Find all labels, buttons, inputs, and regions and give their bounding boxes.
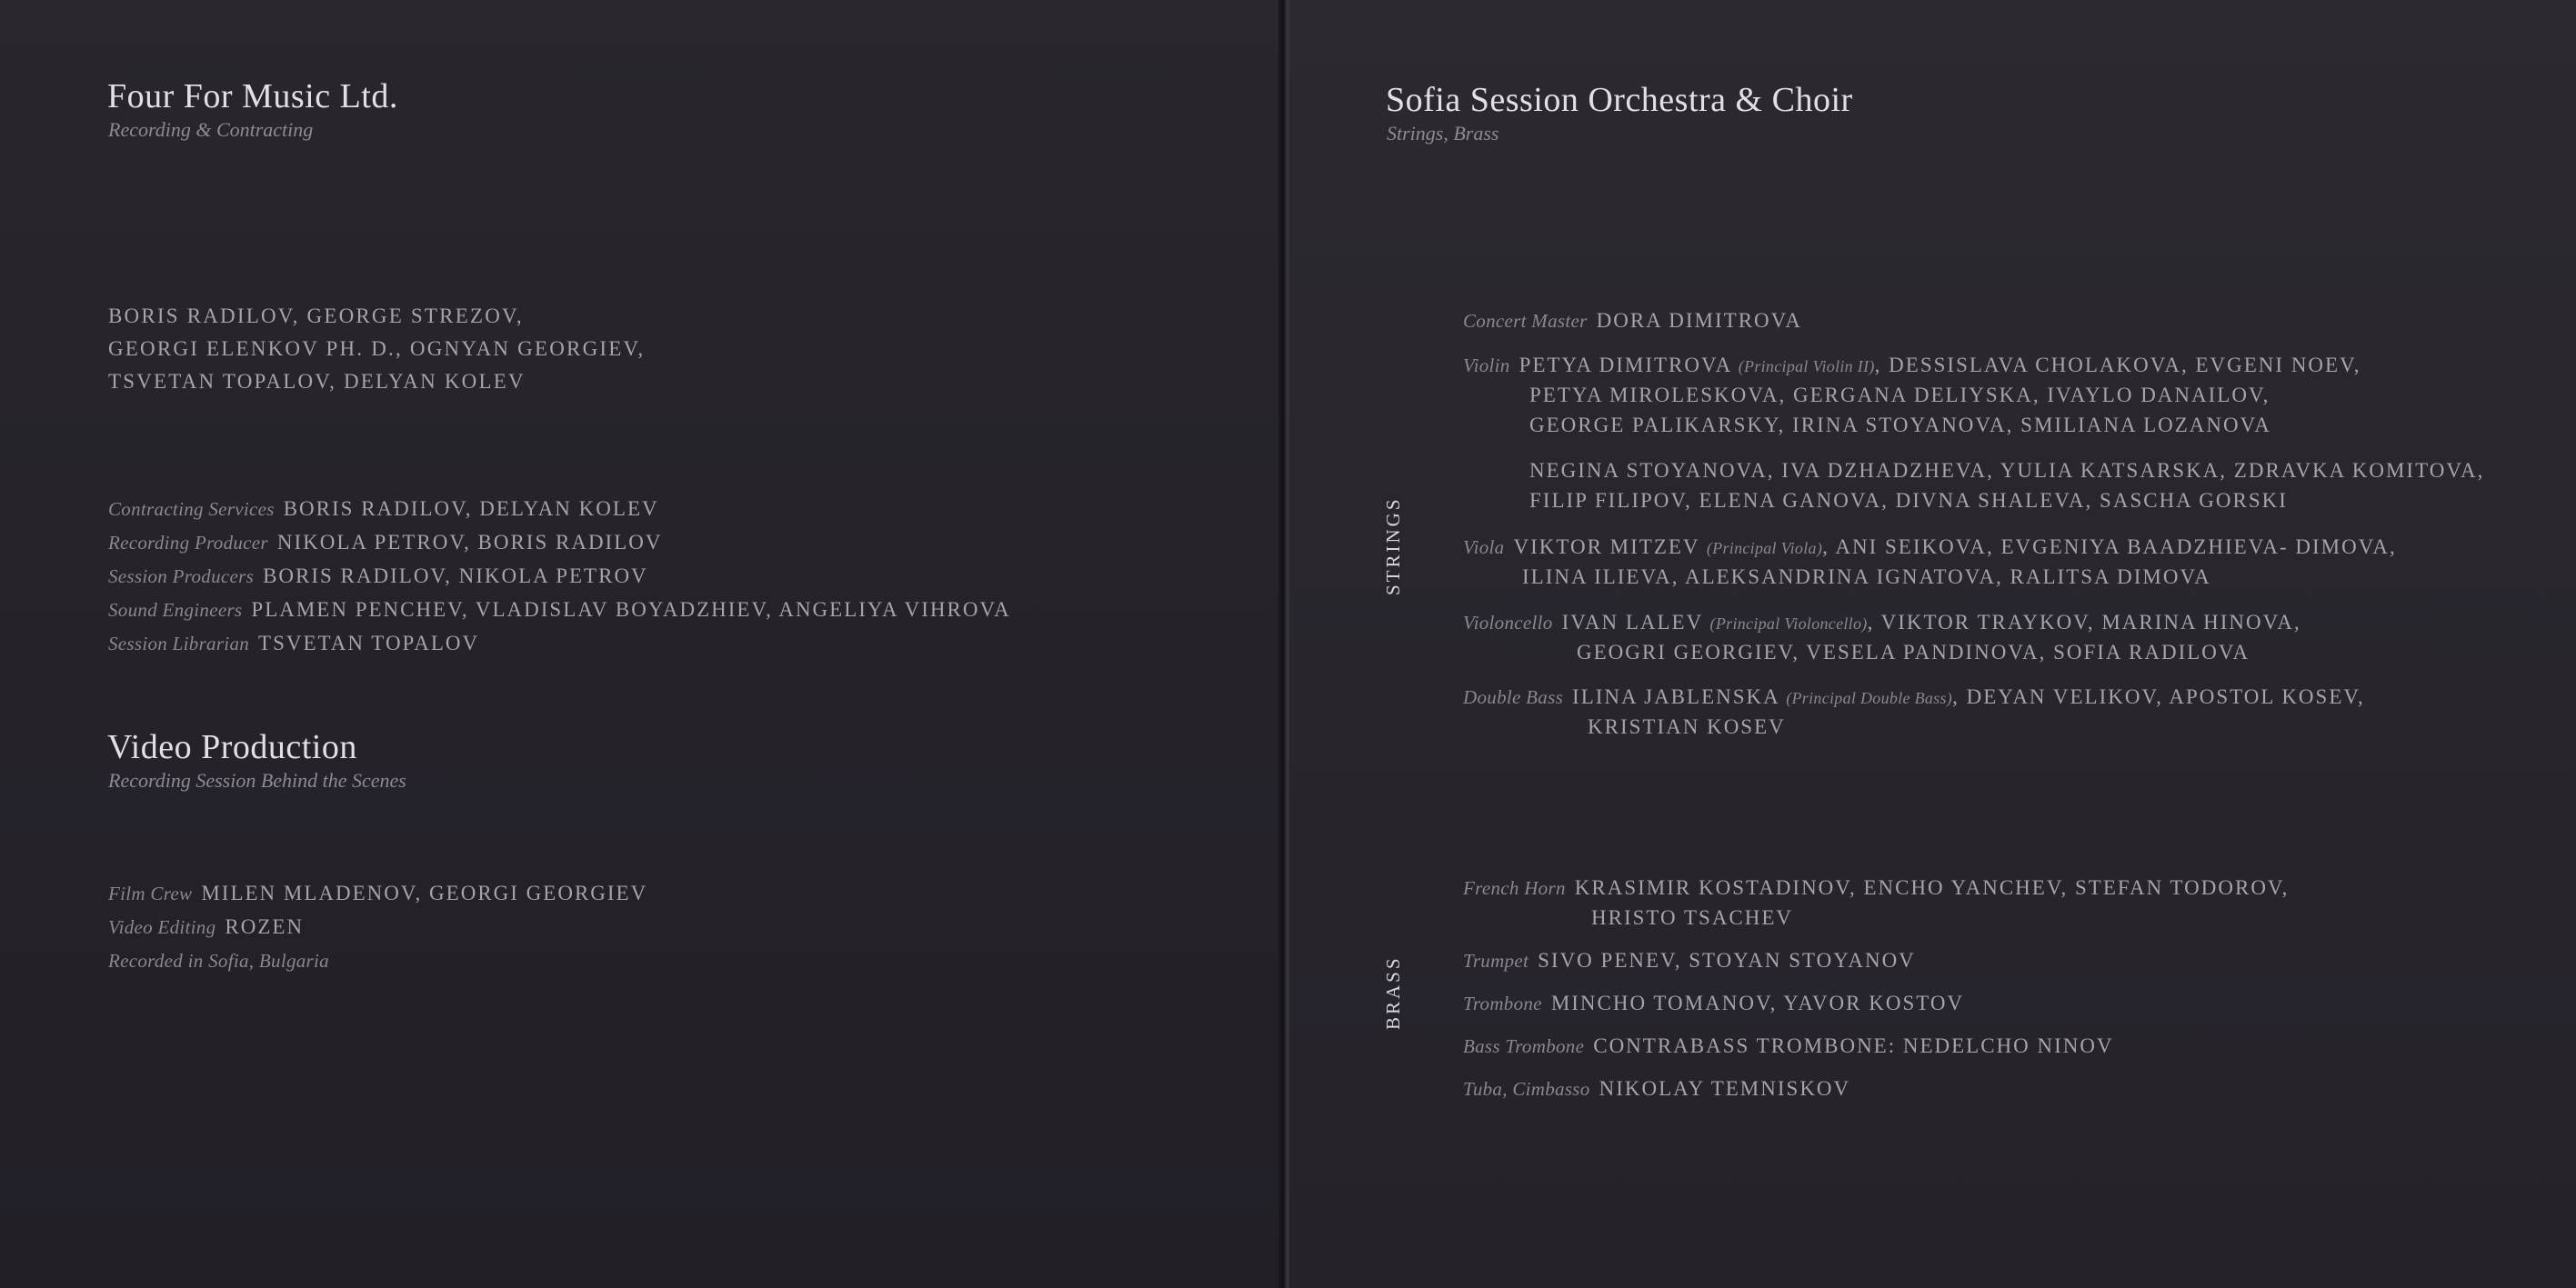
brass-tuba-cimbasso <box>1463 1077 1850 1101</box>
credit-names: BORIS RADILOV, NIKOLA PETROV <box>263 564 648 587</box>
credit-role: French Horn <box>1463 877 1566 899</box>
credit-role: Concert Master <box>1463 310 1588 332</box>
strings-violoncello <box>1463 611 2301 634</box>
credit-film-crew <box>108 882 647 905</box>
credit-role: Violoncello <box>1463 612 1553 634</box>
violin-names-line: PETYA MIROLESKOVA, GERGANA DELIYSKA, IVAYLO DANAILOV, <box>1529 384 2270 406</box>
credit-role: Contracting Services <box>108 498 275 520</box>
violin-names-line: GEORGE PALIKARSKY, IRINA STOYANOVA, SMILIANA LOZANOVA <box>1529 414 2271 436</box>
team-names-line: TSVETAN TOPALOV, DELYAN KOLEV <box>108 370 526 393</box>
video-subtitle: Recording Session Behind the Scenes <box>108 769 406 792</box>
viola-names-line: ILINA ILIEVA, ALEKSANDRINA IGNATOVA, RALITSA DIMOVA <box>1522 565 2211 588</box>
team-names-line: BORIS RADILOV, GEORGE STREZOV, <box>108 305 524 327</box>
credit-names: , ANI SEIKOVA, EVGENIYA BAADZHIEVA- DIMOVA, <box>1822 535 2397 558</box>
credit-session-librarian <box>108 632 479 655</box>
credit-contracting-services <box>108 497 659 521</box>
credit-role: Tuba, Cimbasso <box>1463 1078 1590 1100</box>
credit-names: CONTRABASS TROMBONE: NEDELCHO NINOV <box>1593 1034 2114 1057</box>
credit-role: Video Editing <box>108 916 216 938</box>
credit-names: ROZEN <box>225 915 305 938</box>
credit-names: IVAN LALEV <box>1561 611 1703 634</box>
strings-viola <box>1463 535 2397 559</box>
credit-role: Violin <box>1463 354 1510 376</box>
team-names-line: GEORGI ELENKOV PH. D., OGNYAN GEORGIEV, <box>108 337 646 360</box>
video-title: Video Production <box>107 728 357 766</box>
credit-names: KRASIMIR KOSTADINOV, ENCHO YANCHEV, STEFAN TODOROV, <box>1574 876 2290 899</box>
credit-names: SIVO PENEV, STOYAN STOYANOV <box>1538 949 1916 972</box>
brass-trombone <box>1463 992 1964 1015</box>
credit-role: Session Producers <box>108 565 255 587</box>
credit-role: Recorded in Sofia, Bulgaria <box>108 950 329 972</box>
left-page <box>0 0 1284 1288</box>
right-page <box>1289 0 2576 1288</box>
credit-names: PETYA DIMITROVA <box>1519 354 1731 376</box>
credit-names: DORA DIMITROVA <box>1596 309 1802 332</box>
strings-concert-master <box>1463 309 1802 333</box>
brass-trumpet <box>1463 949 1916 973</box>
credit-role: Viola <box>1463 536 1505 558</box>
credit-names: VIKTOR MITZEV <box>1513 535 1700 558</box>
section-label-strings: STRINGS <box>1382 496 1404 595</box>
violin-names-line: FILIP FILIPOV, ELENA GANOVA, DIVNA SHALEVA, SASCHA GORSKI <box>1529 489 2288 512</box>
credit-names: , DESSISLAVA CHOLAKOVA, EVGENI NOEV, <box>1874 354 2361 376</box>
credit-names: , VIKTOR TRAYKOV, MARINA HINOVA, <box>1867 611 2301 634</box>
principal-note: (Principal Double Bass) <box>1786 689 1953 707</box>
credit-video-editing <box>108 915 304 939</box>
principal-note: (Principal Violoncello) <box>1709 614 1868 633</box>
credit-role: Film Crew <box>108 883 193 904</box>
contracting-title: Four For Music Ltd. <box>107 77 398 115</box>
credit-names: ILINA JABLENSKA <box>1572 685 1779 708</box>
credit-role: Session Librarian <box>108 633 250 654</box>
credit-recording-producer <box>108 531 663 554</box>
credit-names: BORIS RADILOV, DELYAN KOLEV <box>283 497 659 520</box>
team-names <box>108 300 645 398</box>
brass-bass-trombone <box>1463 1034 2114 1058</box>
section-label-brass: BRASS <box>1382 955 1404 1030</box>
credit-names: PLAMEN PENCHEV, VLADISLAV BOYADZHIEV, ANGELIYA VIHROVA <box>251 598 1011 621</box>
credit-names: NIKOLA PETROV, BORIS RADILOV <box>276 531 663 554</box>
orchestra-subtitle: Strings, Brass <box>1387 122 1499 145</box>
credit-sound-engineers <box>108 598 1011 622</box>
credit-role: Recording Producer <box>108 532 268 554</box>
credit-names: MILEN MLADENOV, GEORGI GEORGIEV <box>201 882 648 904</box>
credit-session-producers <box>108 564 648 588</box>
credit-names: NIKOLAY TEMNISKOV <box>1599 1077 1851 1100</box>
credit-role: Double Bass <box>1463 686 1564 708</box>
credit-recorded-location <box>108 949 338 973</box>
principal-note: (Principal Violin II) <box>1738 357 1875 375</box>
double-bass-names-line: KRISTIAN KOSEV <box>1588 715 1786 738</box>
credit-names: MINCHO TOMANOV, YAVOR KOSTOV <box>1550 992 1965 1014</box>
credit-role: Bass Trombone <box>1463 1035 1585 1057</box>
french-horn-names-line: HRISTO TSACHEV <box>1591 906 1794 929</box>
credit-role: Trumpet <box>1463 950 1529 972</box>
strings-double-bass <box>1463 685 2365 709</box>
brass-french-horn <box>1463 876 2289 900</box>
credit-role: Sound Engineers <box>108 599 243 621</box>
violoncello-names-line: GEOGRI GEORGIEV, VESELA PANDINOVA, SOFIA RADILOVA <box>1577 641 2250 664</box>
orchestra-title: Sofia Session Orchestra & Choir <box>1386 81 1853 119</box>
contracting-subtitle: Recording & Contracting <box>108 118 314 141</box>
strings-violin <box>1463 354 2361 377</box>
principal-note: (Principal Viola) <box>1706 539 1823 557</box>
violin-names-line: NEGINA STOYANOVA, IVA DZHADZHEVA, YULIA KATSARSKA, ZDRAVKA KOMITOVA, <box>1529 459 2485 482</box>
credit-role: Trombone <box>1463 993 1542 1014</box>
credit-names: TSVETAN TOPALOV <box>258 632 480 654</box>
credit-names: , DEYAN VELIKOV, APOSTOL KOSEV, <box>1952 685 2365 708</box>
